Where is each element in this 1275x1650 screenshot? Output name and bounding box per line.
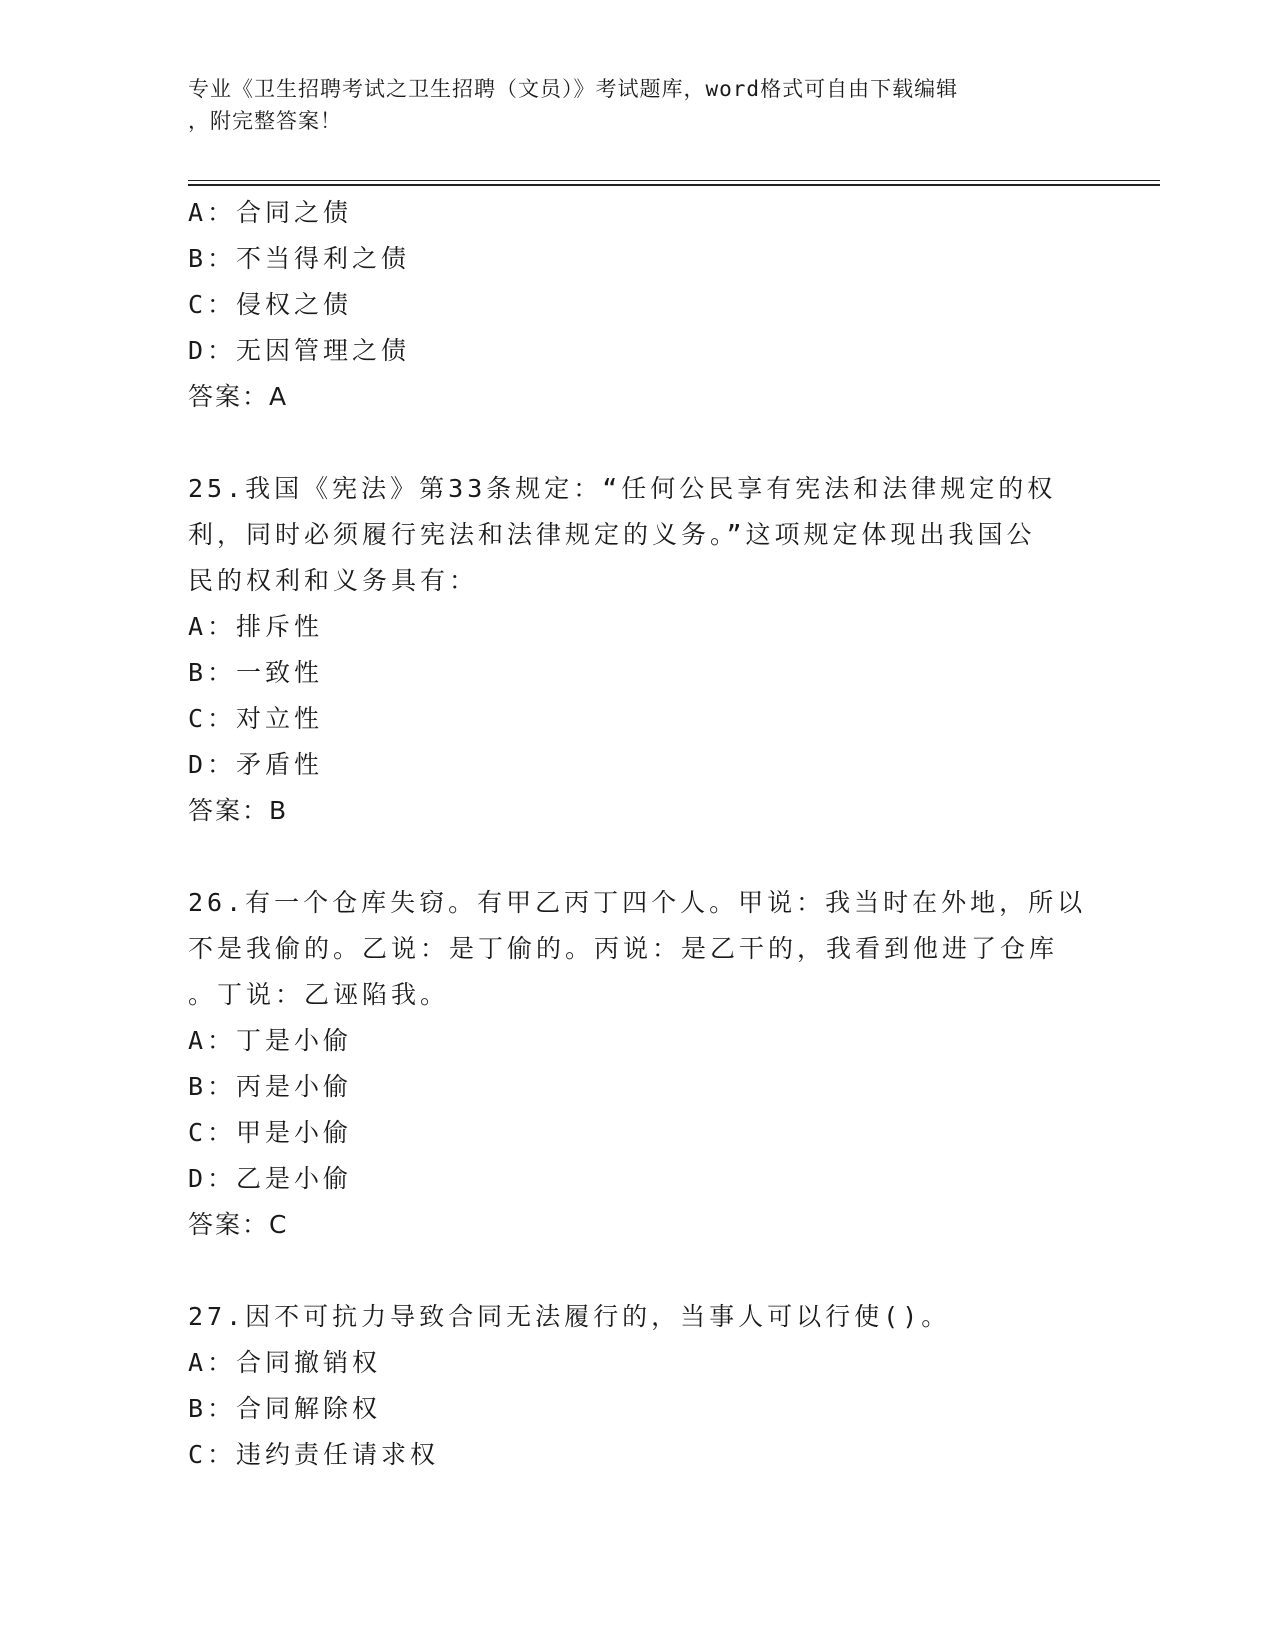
option-b: B：合同解除权: [188, 1394, 382, 1423]
question-stem-line: 不是我偷的。乙说：是丁偷的。丙说：是乙干的，我看到他进了仓库: [188, 934, 1059, 963]
question-stem-line: 民的权利和义务具有：: [188, 566, 479, 595]
header-divider-thin: [188, 180, 1160, 181]
option-b: B：一致性: [188, 658, 324, 687]
header-line-2: ，附完整答案！: [188, 109, 342, 133]
question-list: [188, 190, 1088, 1478]
option-d: D：乙是小偷: [188, 1164, 353, 1193]
question-stem-line: 26.有一个仓库失窃。有甲乙丙丁四个人。甲说：我当时在外地，所以: [188, 888, 1087, 917]
document-header: [188, 73, 1068, 137]
question-stem-line: 利，同时必须履行宪法和法律规定的义务。”这项规定体现出我国公: [188, 520, 1036, 549]
option-a: A：丁是小偷: [188, 1026, 353, 1055]
answer-line: 答案：A: [188, 382, 289, 411]
option-a: A：排斥性: [188, 612, 324, 641]
spacer: [188, 420, 1088, 466]
question-stem-line: 25.我国《宪法》第33条规定：“任何公民享有宪法和法律规定的权: [188, 474, 1057, 503]
option-d: D：无因管理之债: [188, 336, 411, 365]
question-24: [188, 190, 1088, 420]
option-a: A：合同撤销权: [188, 1348, 382, 1377]
question-stem-line: 。丁说：乙诬陷我。: [188, 980, 450, 1009]
option-b: B：不当得利之债: [188, 244, 411, 273]
spacer: [188, 1248, 1088, 1294]
question-26: [188, 880, 1088, 1248]
option-d: D：矛盾性: [188, 750, 324, 779]
answer-line: 答案：C: [188, 1210, 289, 1239]
option-c: C：违约责任请求权: [188, 1440, 440, 1469]
option-b: B：丙是小偷: [188, 1072, 353, 1101]
question-27: [188, 1294, 1088, 1478]
spacer: [188, 834, 1088, 880]
header-divider-thick: [188, 184, 1160, 186]
option-c: C：甲是小偷: [188, 1118, 353, 1147]
header-line-1: 专业《卫生招聘考试之卫生招聘（文员）》考试题库，word格式可自由下载编辑: [188, 77, 959, 101]
option-c: C：侵权之债: [188, 290, 353, 319]
answer-line: 答案：B: [188, 796, 289, 825]
option-a: A：合同之债: [188, 198, 353, 227]
option-c: C：对立性: [188, 704, 324, 733]
question-25: [188, 466, 1088, 834]
question-stem-line: 27.因不可抗力导致合同无法履行的，当事人可以行使()。: [188, 1302, 951, 1331]
